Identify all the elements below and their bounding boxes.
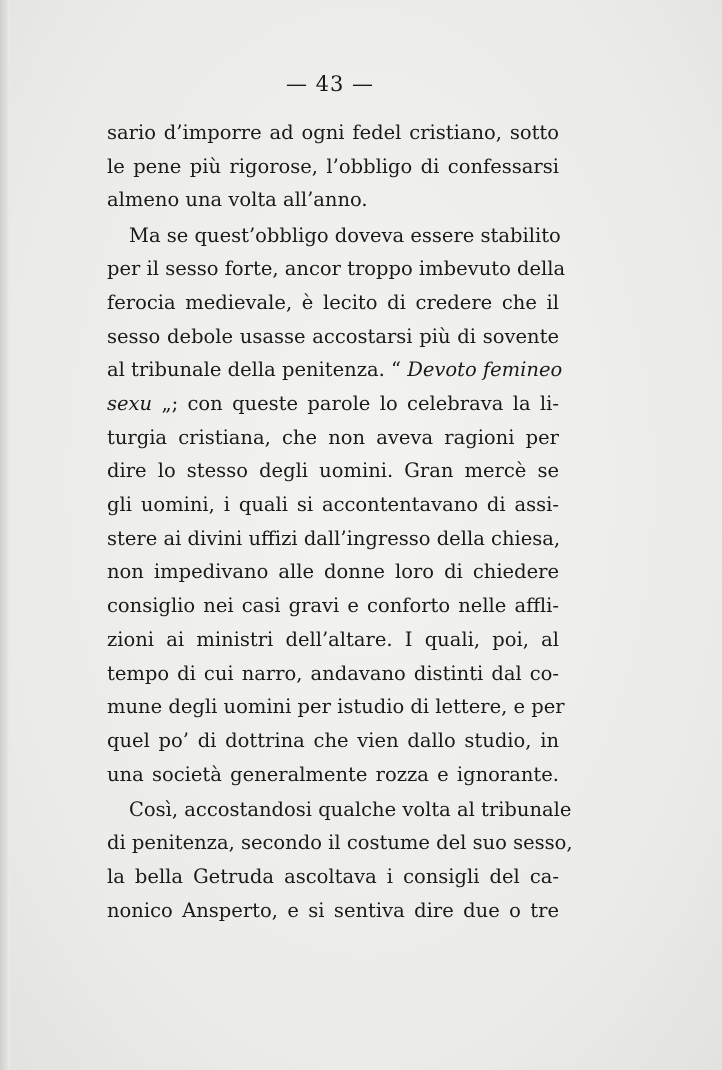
text-line: al tribunale della penitenza. “ Devoto femineo	[107, 358, 563, 382]
text-line: tempo di cui narro, andavano distinti dal co-	[107, 661, 559, 685]
text-line: zioni ai ministri dell’altare. I quali, poi, al	[107, 627, 559, 651]
text-line: le pene più rigorose, l’obbligo di confessarsi	[107, 154, 559, 178]
text-line: quel po’ di dottrina che vien dallo studio, in	[107, 728, 559, 752]
text-line: sexu „; con queste parole lo celebrava la li-	[107, 392, 559, 415]
text-line: ferocia medievale, è lecito di credere che il	[107, 290, 559, 314]
latin-quote: sexu	[107, 392, 153, 415]
paragraph-3	[107, 793, 573, 928]
paragraph-1	[107, 116, 559, 217]
text-line: nonico Ansperto, e si sentiva dire due o tre	[107, 898, 559, 922]
text-line: consiglio nei casi gravi e conforto nelle affli-	[107, 594, 559, 618]
text-line: dire lo stesso degli uomini. Gran mercè se	[107, 459, 559, 483]
text-line: gli uomini, i quali si accontentavano di assi-	[107, 493, 559, 517]
text-line: la bella Getruda ascoltava i consigli del ca-	[107, 865, 559, 889]
paragraph-2	[107, 219, 566, 792]
page-binding-edge	[0, 0, 10, 1070]
text-line: per il sesso forte, ancor troppo imbevuto della	[107, 257, 566, 281]
text-line: sesso debole usasse accostarsi più di sovente	[107, 324, 559, 348]
text-line: sario d’imporre ad ogni fedel cristiano, sotto	[107, 121, 559, 144]
text-line: di penitenza, secondo il costume del suo sesso,	[107, 831, 573, 855]
text-line: mune degli uomini per istudio di lettere, e per	[107, 695, 565, 719]
text-line: almeno una volta all’anno.	[107, 188, 368, 212]
page-number: — 43 —	[285, 72, 375, 96]
text-line: una società generalmente rozza e ignorante.	[107, 762, 559, 786]
text-line: non impedivano alle donne loro di chiedere	[107, 560, 559, 584]
text-line: Così, accostandosi qualche volta al tribunale	[129, 797, 572, 821]
page-text-body	[107, 116, 573, 928]
text-line: Ma se quest’obbligo doveva essere stabilito	[129, 223, 561, 247]
text-line: turgia cristiana, che non aveva ragioni per	[107, 425, 559, 449]
latin-quote: Devoto femineo	[407, 358, 563, 382]
text-line: stere ai divini uffizi dall’ingresso della chiesa,	[107, 526, 561, 550]
